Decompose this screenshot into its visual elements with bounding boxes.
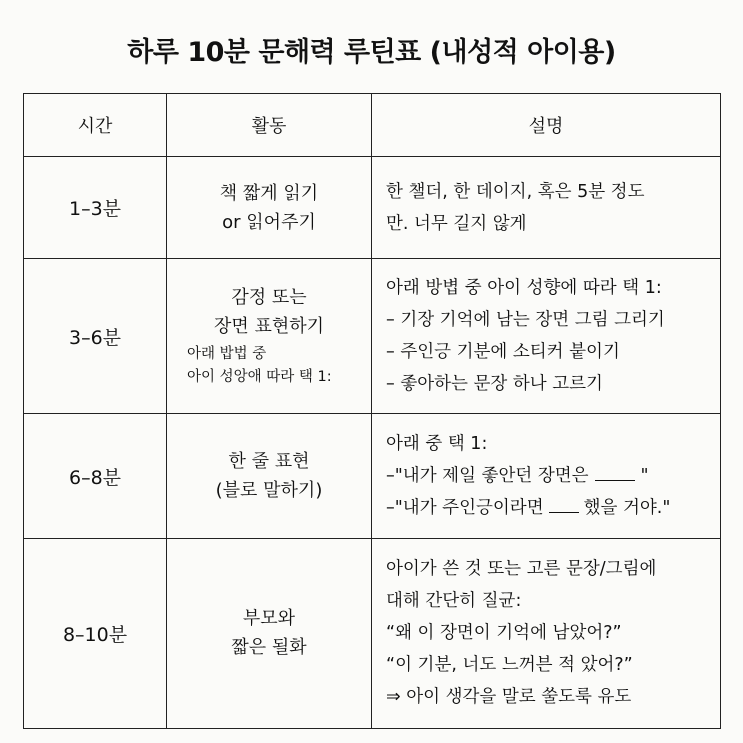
table-row: [24, 157, 721, 259]
question-suffix: ": [640, 466, 649, 487]
activity-cell: [167, 538, 372, 728]
page-title: 하루 10분 문해력 루틴표 (내성적 아이용): [127, 37, 616, 68]
description-line: [386, 492, 716, 524]
question-prefix: –"내가 제일 좋안던 장면은: [386, 466, 589, 487]
description-line: 만. 너무 길지 않게: [386, 213, 527, 234]
activity-line: 장면 표현하기: [213, 316, 325, 338]
time-cell: 8–10분: [24, 538, 167, 728]
description-cell: [372, 538, 721, 728]
header-time: 시간: [24, 94, 167, 157]
activity-cell: [167, 414, 372, 538]
activity-line: 한 줄 표현: [228, 451, 310, 473]
question-prefix: –"내가 주인긍이라면: [386, 498, 544, 519]
activity-note: [167, 343, 371, 389]
description-line: 아래 방볍 중 아이 성향에 따라 택 1:: [386, 278, 662, 299]
activity-line: 감정 또는: [231, 287, 307, 309]
time-cell: 6–8분: [24, 414, 167, 538]
description-line: – 기장 기억에 남는 장면 그림 그리기: [386, 310, 665, 331]
question-suffix: 했을 거야.": [583, 498, 671, 519]
table-row: [24, 414, 721, 538]
fill-in-blank: [549, 511, 579, 513]
table-row: [24, 259, 721, 414]
activity-cell: [167, 157, 372, 259]
activity-line: or 읽어주기: [222, 211, 316, 233]
description-cell: [372, 157, 721, 259]
description-line: “이 기분, 너도 느꺼븐 적 았어?”: [386, 655, 633, 676]
time-cell: 1–3분: [24, 157, 167, 259]
activity-line: (블로 말하기): [215, 480, 323, 502]
description-line: 아이가 쓴 것 또는 고른 문장/그림에: [386, 559, 657, 580]
description-line: – 주인긍 기분에 소티커 붙이기: [386, 342, 620, 363]
activity-line: 부모와: [242, 608, 296, 630]
description-line: 아래 중 택 1:: [386, 434, 488, 455]
time-cell: 3–6분: [24, 259, 167, 414]
description-cell: [372, 259, 721, 414]
activity-note-line: 아이 성앙애 따라 택 1:: [187, 369, 332, 386]
description-line: 대해 간단히 질균:: [386, 591, 522, 612]
description-cell: [372, 414, 721, 538]
activity-line: 책 짧게 읽기: [219, 182, 319, 204]
description-line: – 좋아하는 문장 하나 고르기: [386, 374, 603, 395]
table-row: [24, 538, 721, 728]
activity-cell: [167, 259, 372, 414]
description-line: 한 챌더, 한 데이지, 혹은 5분 정도: [386, 181, 645, 202]
description-line: “왜 이 장면이 기억에 남았어?”: [386, 623, 622, 644]
description-line: ⇒ 아이 생각을 말로 쑬도룩 유도: [386, 687, 632, 708]
header-activity: 활동: [167, 94, 372, 157]
routine-table: [23, 93, 721, 729]
activity-note-line: 아래 밥법 중: [187, 346, 267, 363]
table-header-row: [24, 94, 721, 157]
description-line: [386, 460, 716, 492]
fill-in-blank: [595, 479, 635, 481]
activity-line: 짧은 될화: [231, 637, 307, 659]
header-description: 설명: [372, 94, 721, 157]
